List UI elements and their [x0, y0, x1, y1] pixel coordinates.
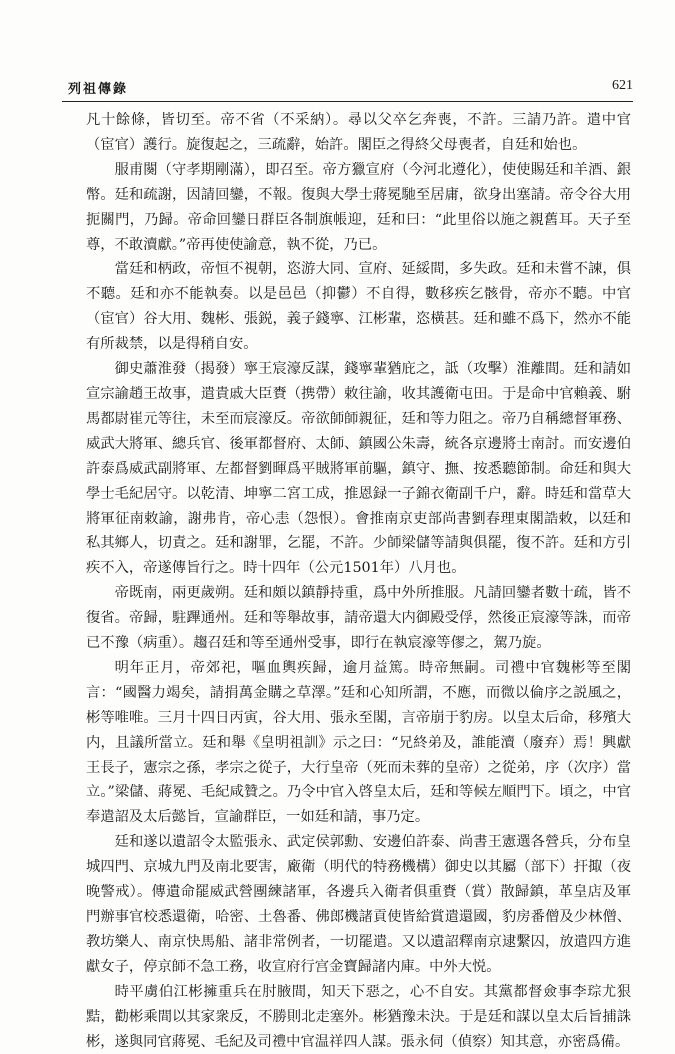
- paragraph-5: 帝既南，兩更歲朔。廷和頗以鎮靜持重，爲中外所推服。凡請回鑾者數十疏，皆不復省。帝歸，駐蹕通州。廷和等舉故事，請帝還大内御殿受俘，然後正宸濠等誅，而帝已不豫（病重）。趨召廷和等至通州受事，即行在執宸濠等僇之，駕乃旋。: [86, 585, 631, 652]
- paragraph-4: 御史蕭淮發（揭發）寧王宸濠反謀，錢寧輩猶庇之，詆（攻擊）淮離間。廷和請如宣宗諭趙王故事，遣貴戚大臣賚（携帶）敕往諭，收其護衛屯田。于是命中官賴義、駙馬都尉崔元等往，未至而宸濠反。帝欲師師親征，廷和等力阻之。帝乃自稱總督軍務、威武大將軍、總兵官、後軍都督府、太師、鎮國公朱壽，統各京邊將士南討。而安邊伯許泰爲威武副將軍、左都督劉暉爲平賊將軍前驅，鎮守、撫、按悉聽節制。命廷和與大學士毛紀居守。以乾清、坤寧二宮工成，推恩録一子錦衣衛副千户，辭。時廷和當草大將軍征南敕諭，謝弗肯，帝心恚（怨恨）。會推南京吏部尚書劉春理東閣誥敕，以廷和私其鄉人，切責之。廷和謝罪，乞罷，不許。少師梁儲等請與俱罷，復不許。廷和方引疾不入，帝遂傳旨行之。時十四年（公元1501年）八月也。: [86, 361, 631, 577]
- running-title: 列祖傳錄: [68, 82, 129, 97]
- paragraph-3: 當廷和柄政，帝恒不視朝，恣游大同、宣府、延綏間，多失政。廷和未嘗不諫，俱不聽。廷和亦不能執奏。以是邑邑（抑鬱）不自得，數移疾乞骸骨，帝亦不聽。中官（宦官）谷大用、魏彬、張鋭，義子錢寧、江彬輩，恣橫甚。廷和雖不爲下，然亦不能有所裁禁，以是得稍自安。: [86, 261, 631, 353]
- paragraph-8: 時平虜伯江彬擁重兵在肘腋間，知天下惡之，心不自安。其黨都督僉事李琮尤狠黠，勸彬乘間以其家衆反，不勝則北走塞外。彬猶豫未決。于是廷和謀以皇太后旨捕誅彬，遂與同官蔣冕、毛紀及司禮中官温祥四人謀。張永伺（偵察）知其意，亦密爲備。: [86, 983, 631, 1050]
- paragraph-7: 廷和遂以遺詔令太監張永、武定侯郭勳、安邊伯許泰、尚書王憲選各營兵，分布皇城四門、京城九門及南北要害，廠衛（明代的特務機構）御史以其屬（部下）扞掫（夜晚警戒）。傳遺命罷威武營團練諸軍，各邊兵入衛者俱重賚（賞）散歸鎮，革皇店及軍門辦事官校悉還衛，哈密、土魯番、佛郎機諸貢使皆給賞遣還國，豹房番僧及少林僧、教坊樂人、南京快馬船、諸非常例者，一切罷遣。又以遺詔釋南京逮繫囚，放遣四方進獻女子，停京師不急工務，收宣府行宫金寶歸諸内庫。中外大悦。: [86, 834, 631, 975]
- header-rule: [62, 101, 633, 102]
- page-number: 621: [612, 78, 633, 93]
- body-text: [86, 108, 631, 1054]
- paragraph-1: 凡十餘條，皆切至。帝不省（不采納）。尋以父卒乞奔喪，不許。三請乃許。遣中官（宦官）護行。旋復起之，三疏辭，始許。閣臣之得終父母喪者，自廷和始也。: [86, 112, 631, 153]
- paragraph-6: 明年正月，帝郊祀，嘔血輿疾歸，逾月益篤。時帝無嗣。司禮中官魏彬等至閣言：“國醫力竭矣，請捐萬金購之草澤。”廷和心知所謂，不應，而微以倫序之説風之，彬等唯唯。三月十四日丙寅，谷大用、張永至閣，言帝崩于豹房。以皇太后命，移殯大内，且議所當立。廷和舉《皇明祖訓》示之曰：“兄終弟及，誰能瀆（廢弃）焉！興獻王長子，憲宗之孫，孝宗之從子，大行皇帝（死而未葬的皇帝）之從弟，序（次序）當立。”梁儲、蔣冕、毛紀咸贊之。乃令中官入啓皇太后，廷和等候左順門下。頃之，中官奉遣詔及太后懿旨，宣諭群臣，一如廷和請，事乃定。: [86, 659, 631, 826]
- page-header: [62, 74, 633, 100]
- paragraph-2: 服甫闋（守孝期剛滿），即召至。帝方獵宣府（今河北遵化），使使賜廷和羊酒、銀幣。廷和疏謝，因請回鑾，不報。復與大學士蔣冕馳至居庸，欲身出塞請。帝令谷大用扼關門，乃歸。帝命回鑾日群臣各制旗帳迎，廷和曰：“此里俗以施之親舊耳。天子至尊，不敢瀆獻。”帝再使使諭意，執不從，乃已。: [86, 161, 631, 253]
